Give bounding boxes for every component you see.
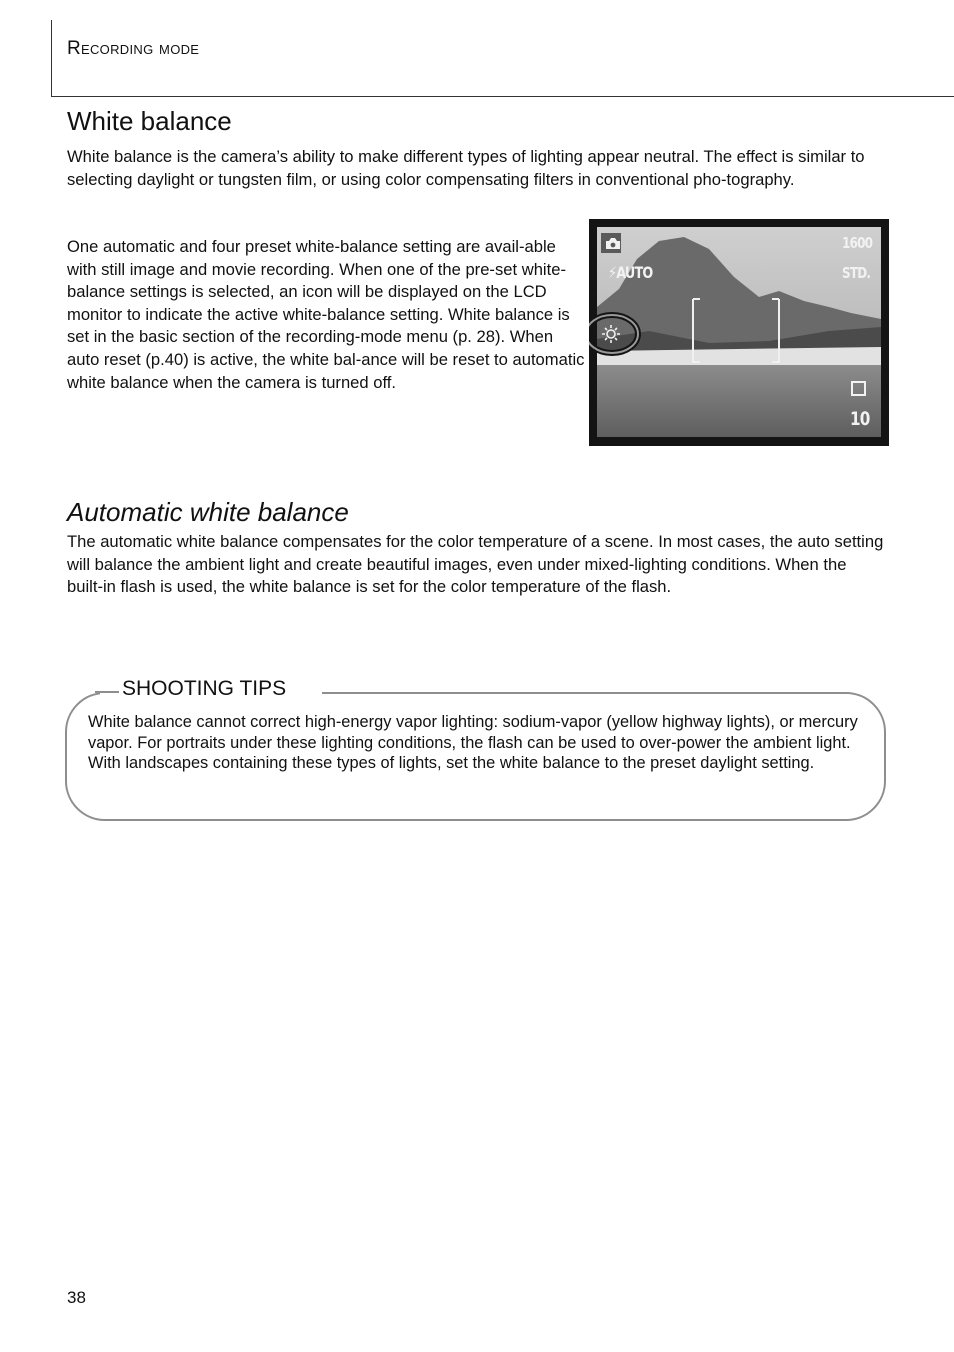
lcd-frames-remaining: 10: [850, 408, 870, 430]
lcd-scene: [589, 219, 889, 446]
white-balance-presets-text: One automatic and four preset white-balance setting are avail-able with still image and movie recording. When one of the pre-set white-balance settings is selected, an icon will be displayed on the LCD monitor to indicate the active white-balance setting. White balance is set in the basic section of the recording-mode menu (p. 28). When auto reset (p.40) is active, the white bal-ance will be reset to automatic white balance when the camera is turned off.: [67, 237, 585, 392]
lcd-quality-value: STD.: [842, 264, 871, 282]
shooting-tips-title-dash: [95, 691, 119, 693]
lcd-monitor-illustration: [589, 219, 889, 446]
automatic-white-balance-text: The automatic white balance compensates for the color temperature of a scene. In most cases, the auto setting will balance the ambient light and create beautiful images, even under mixed-lighting conditions. When the built-in flash is used, the white balance is set for the color temperature of the flash.: [67, 532, 884, 597]
camera-lens-dot: [611, 243, 616, 248]
header-horizontal-rule: [51, 96, 954, 97]
shooting-tips-text: White balance cannot correct high-energy vapor lighting: sodium-vapor (yellow highway lights), or mercury vapor. For portraits under these lighting conditions, the flash can be used to over-power the ambient light. With landscapes containing these types of lights, set the white balance to the preset daylight setting.: [88, 713, 858, 773]
section-label: Recording mode: [67, 38, 200, 59]
shooting-tips-title: SHOOTING TIPS: [122, 677, 287, 700]
page-number: 38: [67, 1288, 86, 1307]
lcd-sea: [597, 365, 881, 437]
automatic-white-balance-heading: Automatic white balance: [67, 497, 349, 527]
header-vertical-rule: [51, 20, 52, 97]
white-balance-heading: White balance: [67, 106, 232, 136]
flash-auto-icon: ⚡AUTO: [608, 263, 653, 282]
white-balance-intro: White balance is the camera’s ability to make different types of lighting appear neutral. The effect is similar to selecting daylight or tungsten film, or using color compensating filters in conventional pho-tography.: [67, 147, 865, 189]
lcd-iso-value: 1600: [842, 234, 873, 252]
